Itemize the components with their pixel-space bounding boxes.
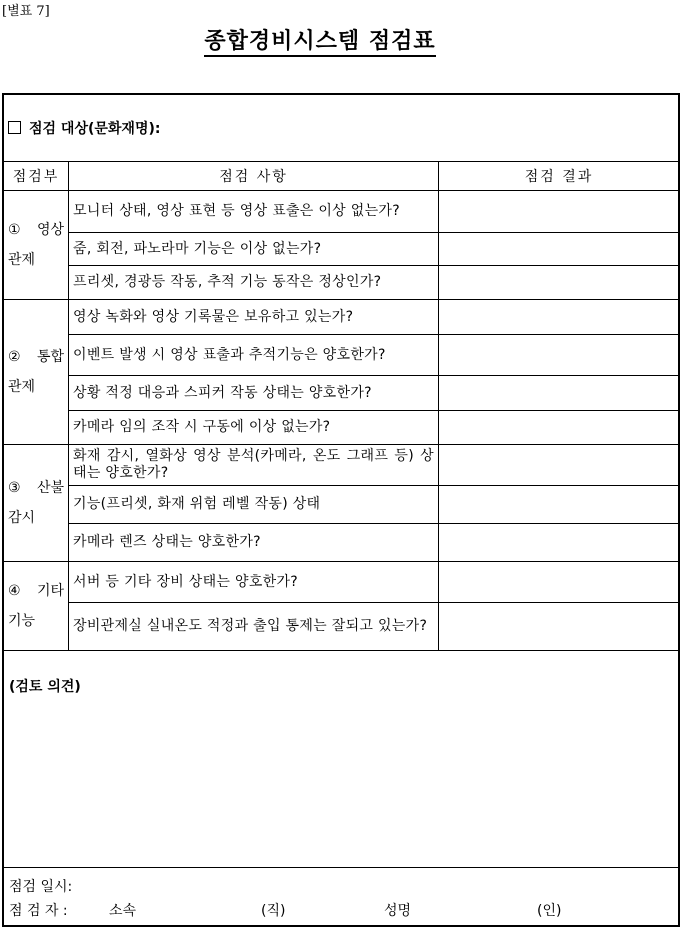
inspection-table xyxy=(3,161,680,651)
check-item: 기능(프리셋, 화재 위험 레벨 작동) 상태 xyxy=(69,486,439,524)
column-header-item: 점검 사항 xyxy=(69,162,439,191)
result-cell[interactable] xyxy=(439,524,680,562)
table-header-row xyxy=(4,162,680,191)
check-item: 화재 감시, 열화상 영상 분석(카메라, 온도 그래프 등) 상태는 양호한가? xyxy=(69,445,439,486)
category-video-monitoring: ① 영상관제 xyxy=(4,191,69,300)
result-cell[interactable] xyxy=(439,335,680,376)
inspector-line xyxy=(9,900,669,920)
result-cell[interactable] xyxy=(439,562,680,603)
result-cell[interactable] xyxy=(439,603,680,651)
result-cell[interactable] xyxy=(439,300,680,335)
result-cell[interactable] xyxy=(439,486,680,524)
table-row xyxy=(4,376,680,411)
result-cell[interactable] xyxy=(439,411,680,445)
check-item: 영상 녹화와 영상 기록물은 보유하고 있는가? xyxy=(69,300,439,335)
column-header-result: 점검 결과 xyxy=(439,162,680,191)
result-cell[interactable] xyxy=(439,191,680,233)
review-opinion-label: (검토 의견) xyxy=(9,679,81,695)
appendix-tag: [별표 7] xyxy=(2,4,50,19)
table-row xyxy=(4,411,680,445)
document-title-text: 종합경비시스템 점검표 xyxy=(204,29,435,57)
category-wildfire-monitoring: ③ 산불감시 xyxy=(4,445,69,562)
check-item: 카메라 임의 조작 시 구동에 이상 없는가? xyxy=(69,411,439,445)
affiliation-label: 소속 xyxy=(109,903,137,919)
check-item: 상황 적정 대응과 스피커 작동 상태는 양호한가? xyxy=(69,376,439,411)
check-item: 장비관제실 실내온도 적정과 출입 통제는 잘되고 있는가? xyxy=(69,603,439,651)
result-cell[interactable] xyxy=(439,233,680,266)
inspection-target-label: 점검 대상(문화재명): xyxy=(29,121,161,137)
table-row xyxy=(4,191,680,233)
result-cell[interactable] xyxy=(439,266,680,300)
check-item: 모니터 상태, 영상 표현 등 영상 표출은 이상 없는가? xyxy=(69,191,439,233)
column-header-category: 점검부 xyxy=(4,162,69,191)
check-item: 이벤트 발생 시 영상 표출과 추적기능은 양호한가? xyxy=(69,335,439,376)
checkbox-icon[interactable] xyxy=(8,121,21,134)
inspection-date-label: 점검 일시: xyxy=(9,879,73,895)
table-row xyxy=(4,524,680,562)
check-item: 카메라 렌즈 상태는 양호한가? xyxy=(69,524,439,562)
check-item: 줌, 회전, 파노라마 기능은 이상 없는가? xyxy=(69,233,439,266)
result-cell[interactable] xyxy=(439,445,680,486)
footer-divider xyxy=(3,867,679,868)
table-row xyxy=(4,445,680,486)
seal-label: (인) xyxy=(537,903,562,919)
table-row xyxy=(4,603,680,651)
category-integrated-control: ② 통합관제 xyxy=(4,300,69,445)
table-row xyxy=(4,562,680,603)
name-label: 성명 xyxy=(384,903,412,919)
table-row xyxy=(4,300,680,335)
document-title xyxy=(0,24,640,55)
check-item: 서버 등 기타 장비 상태는 양호한가? xyxy=(69,562,439,603)
category-other-functions: ④ 기타기능 xyxy=(4,562,69,651)
table-row xyxy=(4,233,680,266)
table-row xyxy=(4,335,680,376)
result-cell[interactable] xyxy=(439,376,680,411)
inspector-label: 점 검 자 : xyxy=(9,903,68,919)
position-label: (직) xyxy=(261,903,286,919)
table-row xyxy=(4,266,680,300)
inspection-target xyxy=(8,118,160,138)
table-row xyxy=(4,486,680,524)
check-item: 프리셋, 경광등 작동, 추적 기능 동작은 정상인가? xyxy=(69,266,439,300)
